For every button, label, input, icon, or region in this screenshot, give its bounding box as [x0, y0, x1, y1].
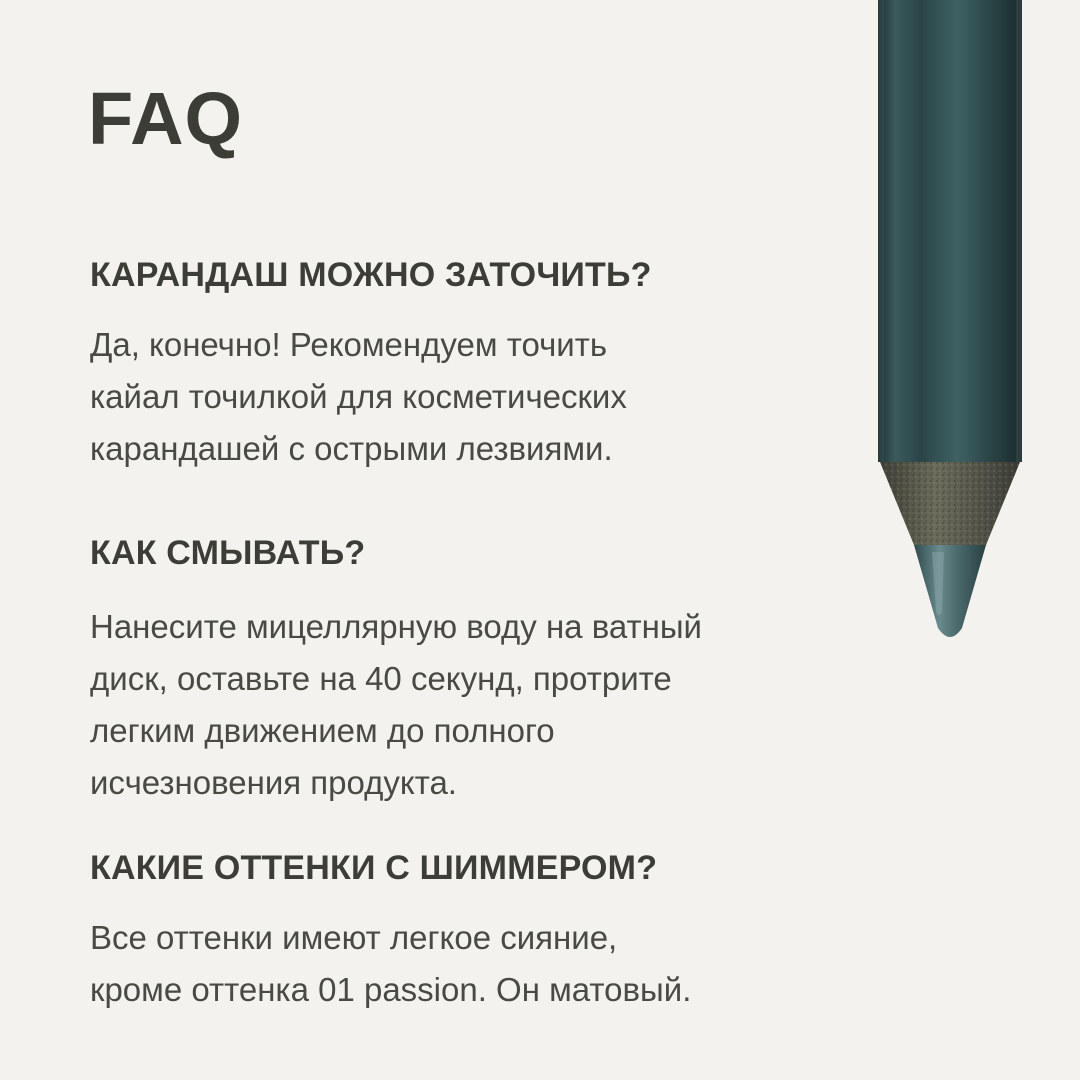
faq-question: КАК СМЫВАТЬ? — [90, 534, 366, 572]
kajal-pencil-icon — [870, 0, 1030, 650]
faq-item-sharpen — [90, 255, 850, 475]
faq-question: КАРАНДАШ МОЖНО ЗАТОЧИТЬ? — [90, 256, 652, 294]
faq-item-shimmer — [90, 848, 850, 1016]
faq-answer-line: легким движением до полного — [90, 712, 555, 749]
faq-answer — [90, 601, 850, 809]
faq-answer-line: кайал точилкой для косметических — [90, 378, 627, 415]
faq-answer-line: Да, конечно! Рекомендуем точить — [90, 326, 608, 363]
faq-answer-line: исчезновения продукта. — [90, 764, 457, 801]
faq-item-remove — [90, 533, 850, 809]
faq-answer-line: диск, оставьте на 40 секунд, протрите — [90, 660, 672, 697]
faq-question: КАКИЕ ОТТЕНКИ С ШИММЕРОМ? — [90, 849, 658, 887]
faq-answer-line: кроме оттенка 01 passion. Он матовый. — [90, 971, 692, 1008]
faq-answer-line: Нанесите мицеллярную воду на ватный — [90, 608, 702, 645]
faq-answer — [90, 319, 850, 475]
faq-answer-line: карандашей с острыми лезвиями. — [90, 430, 613, 467]
faq-answer — [90, 912, 850, 1016]
page-title: FAQ — [88, 77, 244, 160]
faq-answer-line: Все оттенки имеют легкое сияние, — [90, 919, 618, 956]
